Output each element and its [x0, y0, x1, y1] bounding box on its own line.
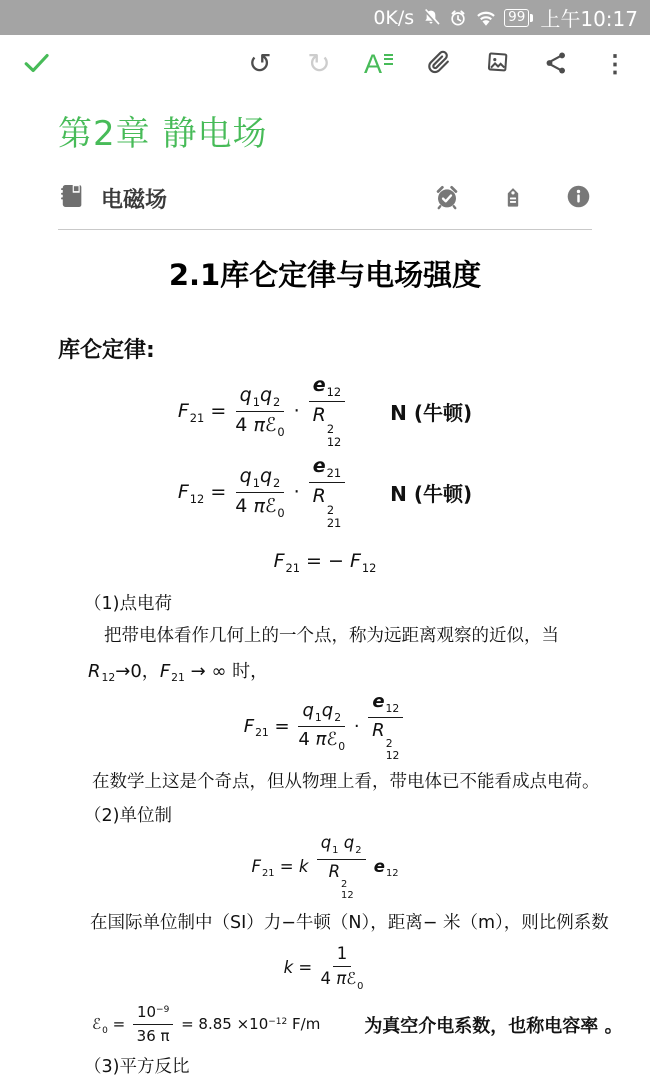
- check-icon: [21, 47, 52, 81]
- divider: [58, 229, 592, 230]
- undo-button[interactable]: [246, 47, 274, 81]
- info-button[interactable]: [565, 183, 592, 213]
- note-meta-actions: [433, 183, 592, 214]
- redo-icon: ↻: [307, 48, 331, 79]
- status-time: 上午10:17: [540, 7, 638, 31]
- point-charge-title[interactable]: （1)点电荷: [84, 594, 172, 615]
- notifications-off-icon: [421, 8, 441, 28]
- undo-icon: ↺: [248, 48, 272, 79]
- formula-row-newton3: [0, 550, 650, 575]
- formula-k-def[interactable]: k = $\frac{1}{4 \pi ℰ_0}$: [283, 943, 364, 992]
- limit-line[interactable]: $R_{12}\to 0$，$F_{21}$ → ∞ 时，: [88, 660, 269, 685]
- point-charge-body[interactable]: 把带电体看作几何上的一个点，称为远距离观察的近似，当: [104, 626, 559, 647]
- attach-button[interactable]: [424, 47, 452, 81]
- si-line[interactable]: 在国际单位制中（SI）力−牛顿（N），距离− 米（m），则比例系数: [90, 912, 609, 933]
- inverse-square-title[interactable]: （3)平方反比: [84, 1056, 190, 1077]
- paperclip-icon: [425, 49, 452, 79]
- formula-f21[interactable]: $F_{21}$ = $\frac{q_1q_2}{4 \pi ℰ_0}$ · $e_{12}$ R 2 12: [178, 374, 348, 449]
- unit-label: N (牛顿): [390, 481, 473, 506]
- share-button[interactable]: [542, 47, 570, 81]
- formula-f21-repeat[interactable]: $F_{21}$ = $\frac{q_1q_2}{4 \pi ℰ_0}$ · $e_{12}$ R 2 12: [244, 691, 407, 763]
- unit-system-title[interactable]: （2)单位制: [84, 805, 172, 826]
- tag-icon: [500, 184, 526, 213]
- format-button[interactable]: [364, 47, 393, 81]
- share-icon: [543, 50, 569, 79]
- editor-toolbar: [0, 35, 650, 93]
- network-speed-label: 0K/s: [373, 6, 415, 29]
- law-label[interactable]: 库仑定律:: [58, 338, 155, 363]
- formula-newton-third[interactable]: $F_{21}$ = − $F_{12}$: [273, 549, 377, 576]
- unit-label: N (牛顿): [390, 400, 473, 425]
- epsilon-note[interactable]: 为真空介电系数，也称电容率 。: [364, 1015, 623, 1037]
- battery-level: 99: [508, 9, 526, 25]
- image-icon: [484, 49, 511, 79]
- alarm-check-icon: [433, 183, 461, 214]
- singularity-note[interactable]: 在数学上这是个奇点，但从物理上看，带电体已不能看成点电荷。: [92, 771, 600, 792]
- formula-row-f21-repeat: [0, 691, 650, 763]
- tag-button[interactable]: [500, 184, 526, 213]
- more-button[interactable]: [601, 47, 629, 81]
- done-button[interactable]: [21, 47, 52, 81]
- note-title[interactable]: 第2章 静电场: [58, 114, 268, 154]
- status-bar: [0, 0, 650, 35]
- formula-f12[interactable]: $F_{12}$ = $\frac{q_1q_2}{4 \pi ℰ_0}$ · $e_{21}$ R 2 21: [178, 455, 348, 530]
- note-body: [0, 253, 650, 1080]
- formula-row-coulomb-k: [0, 833, 650, 902]
- formula-row-f12: [0, 455, 650, 530]
- format-icon: A: [364, 51, 393, 78]
- insert-image-button[interactable]: [483, 47, 511, 81]
- reminder-button[interactable]: [433, 183, 461, 214]
- formula-coulomb-k[interactable]: $F_{21} = k$ $q_1$ $q_2$ R 2 12 $e_{12}$: [251, 833, 399, 902]
- formula-row-f21: [0, 374, 650, 449]
- epsilon-row: [92, 1003, 650, 1046]
- wifi-icon: [475, 7, 497, 29]
- formula-row-k-def: [0, 944, 650, 993]
- redo-button[interactable]: [305, 47, 333, 81]
- info-icon: [565, 183, 592, 213]
- note-meta-row: [58, 182, 592, 214]
- battery-indicator: [504, 9, 529, 27]
- more-icon: ⋮: [603, 50, 627, 78]
- notebook-name[interactable]: 电磁场: [101, 187, 168, 213]
- formula-epsilon0[interactable]: ℰ$_0$ = $\frac{10^{-9}}{36 \pi}$ = $8.85 \times 10^{-12}$ F/m: [92, 1003, 321, 1046]
- alarm-icon: [448, 8, 468, 28]
- notebook-icon: [58, 182, 86, 214]
- section-heading[interactable]: 2.1库仑定律与电场强度: [168, 258, 482, 292]
